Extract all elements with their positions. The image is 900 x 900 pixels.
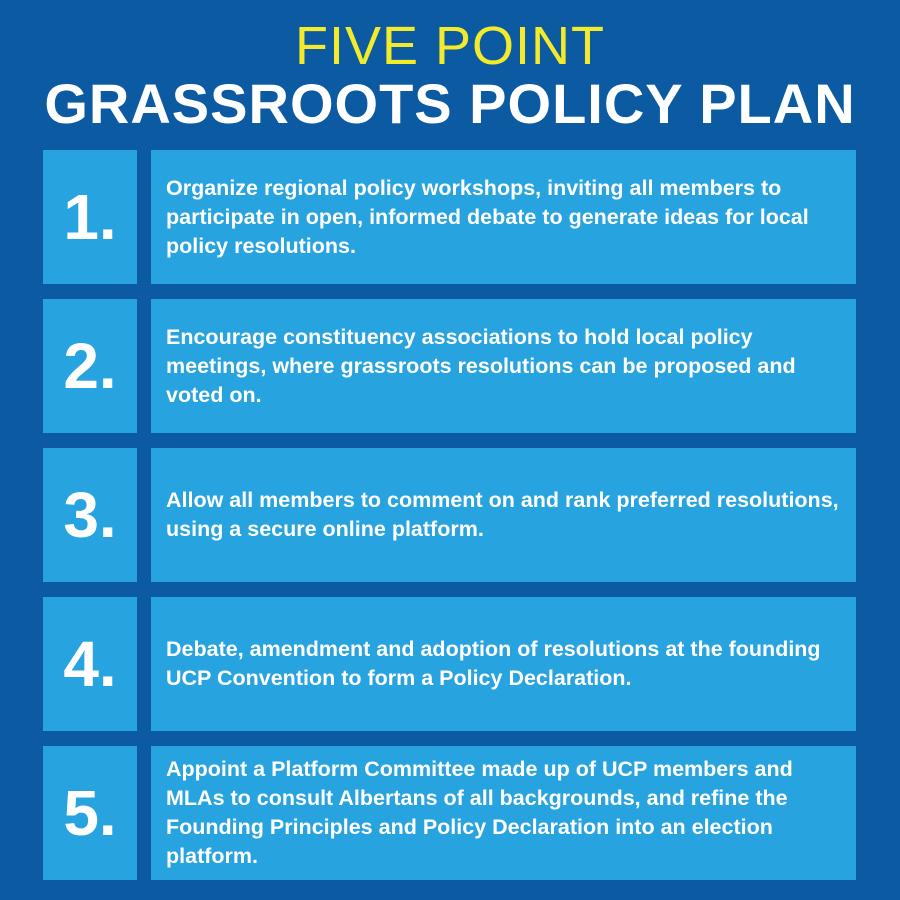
point-text-box-4 — [151, 597, 856, 731]
point-text-1: Organize regional policy workshops, inviting all members to participate in open, informed debate to generate ideas for local policy resolutions. — [166, 175, 809, 258]
point-text-5: Appoint a Platform Committee made up of UCP members and MLAs to consult Albertans of all backgrounds, and refine the Founding Principles and Policy Declaration into an election platform. — [166, 757, 793, 868]
point-text-box-3 — [151, 448, 856, 582]
point-text-2: Encourage constituency associations to hold local policy meetings, where grassroots resolutions can be proposed and voted on. — [166, 324, 796, 407]
title-line-five-point: FIVE POINT — [294, 16, 606, 76]
point-text-box-2 — [151, 299, 856, 433]
point-row-2 — [43, 299, 856, 433]
title-line-policy-plan: GRASSROOTS POLICY PLAN — [44, 72, 856, 135]
point-number-1: 1. — [43, 150, 137, 284]
point-row-4 — [43, 597, 856, 731]
point-number-4: 4. — [43, 597, 137, 731]
point-text-box-5 — [151, 746, 856, 880]
point-number-5: 5. — [43, 746, 137, 880]
point-number-3: 3. — [43, 448, 137, 582]
point-row-1 — [43, 150, 856, 284]
point-text-4: Debate, amendment and adoption of resolutions at the founding UCP Convention to form a Policy Declaration. — [166, 637, 821, 690]
point-row-5 — [43, 746, 856, 880]
point-number-2: 2. — [43, 299, 137, 433]
point-text-3: Allow all members to comment on and rank preferred resolutions, using a secure online platform. — [166, 488, 839, 541]
point-text-box-1 — [151, 150, 856, 284]
point-row-3 — [43, 448, 856, 582]
